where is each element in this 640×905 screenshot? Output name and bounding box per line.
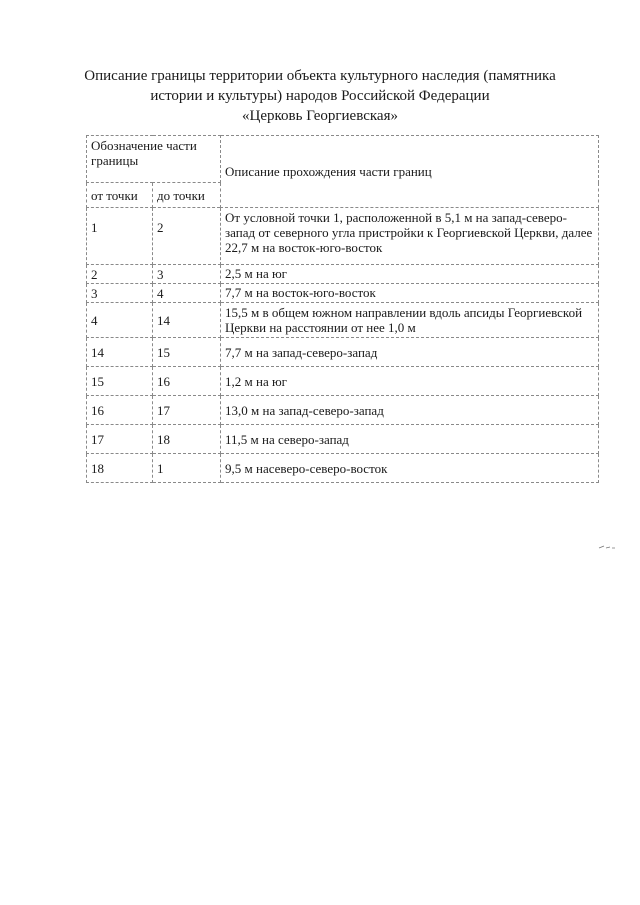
table-row <box>87 425 599 454</box>
cell-to-point: 16 <box>153 367 221 396</box>
cell-description: 11,5 м на северо-запад <box>221 425 599 454</box>
cell-from-point: 16 <box>87 396 153 425</box>
table-row <box>87 303 599 338</box>
cell-to-point: 15 <box>153 338 221 367</box>
title-line-3: «Церковь Георгиевская» <box>242 108 398 124</box>
cell-description: 2,5 м на юг <box>221 265 599 284</box>
cell-to-point: 2 <box>153 208 221 265</box>
cell-from-point: 18 <box>87 454 153 483</box>
table-row <box>87 454 599 483</box>
cell-from-point: 14 <box>87 338 153 367</box>
cell-from-point: 17 <box>87 425 153 454</box>
cell-description: 1,2 м на юг <box>221 367 599 396</box>
table-row <box>87 208 599 265</box>
header-from-point: от точки <box>87 183 153 208</box>
table-header-row <box>87 136 599 183</box>
table-row <box>87 265 599 284</box>
cell-to-point: 18 <box>153 425 221 454</box>
cell-to-point: 1 <box>153 454 221 483</box>
cell-to-point: 14 <box>153 303 221 338</box>
cell-to-point: 17 <box>153 396 221 425</box>
header-to-point: до точки <box>153 183 221 208</box>
cell-to-point: 4 <box>153 284 221 303</box>
scan-speck-mark <box>598 545 616 549</box>
cell-to-point: 3 <box>153 265 221 284</box>
cell-description: 15,5 м в общем южном направлении вдоль апсиды Георгиевской Церкви на расстоянии от нее 1,0 м <box>221 303 599 338</box>
cell-description: 7,7 м на запад-северо-запад <box>221 338 599 367</box>
cell-from-point: 4 <box>87 303 153 338</box>
title-line-2: истории и культуры) народов Российской Федерации <box>150 88 490 104</box>
header-description: Описание прохождения части границ <box>221 136 599 208</box>
boundary-table <box>86 135 599 483</box>
cell-from-point: 15 <box>87 367 153 396</box>
document-title <box>60 66 580 126</box>
table-row <box>87 367 599 396</box>
header-boundary-part: Обозначение части границы <box>87 136 221 183</box>
cell-from-point: 1 <box>87 208 153 265</box>
title-line-1: Описание границы территории объекта культурного наследия (памятника <box>84 68 556 84</box>
table-row <box>87 284 599 303</box>
cell-description: 7,7 м на восток-юго-восток <box>221 284 599 303</box>
table-row <box>87 338 599 367</box>
cell-from-point: 3 <box>87 284 153 303</box>
cell-description: 13,0 м на запад-северо-запад <box>221 396 599 425</box>
cell-description: От условной точки 1, расположенной в 5,1 м на запад-северо-запад от северного угла пристройки к Георгиевской Церкви, далее 22,7 м на восток-юго-восток <box>221 208 599 265</box>
cell-from-point: 2 <box>87 265 153 284</box>
cell-description: 9,5 м насеверо-северо-восток <box>221 454 599 483</box>
table-row <box>87 396 599 425</box>
